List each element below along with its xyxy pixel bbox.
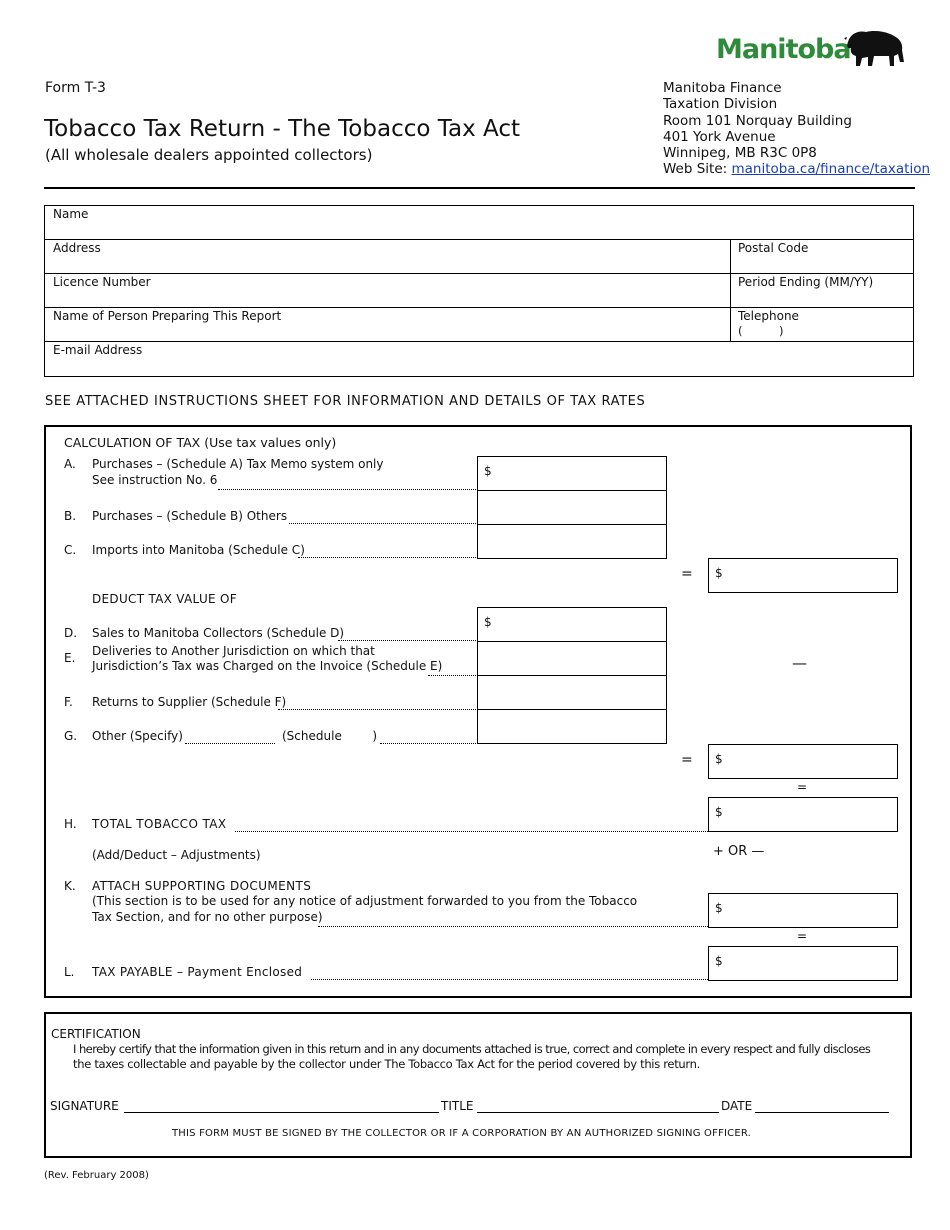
signature-label: SIGNATURE	[50, 1099, 119, 1113]
equals-sign: =	[797, 780, 808, 794]
name-field[interactable]	[45, 206, 913, 239]
line-l-text: TAX PAYABLE – Payment Enclosed	[92, 965, 303, 979]
dollar-sign: $	[715, 954, 723, 968]
line-f-input[interactable]	[477, 675, 667, 710]
form-number: Form T-3	[45, 80, 106, 96]
telephone-field[interactable]	[731, 308, 913, 341]
certification-heading: CERTIFICATION	[51, 1027, 141, 1041]
website-row	[663, 161, 930, 177]
certification-statement: the taxes collectable and payable by the collector under The Tobacco Tax Act for the period covered by this return.	[73, 1057, 700, 1071]
line-g-text: Other (Specify)	[92, 729, 183, 743]
leader-dots	[338, 640, 476, 641]
manitoba-logo	[716, 28, 911, 72]
line-b-text: Purchases – (Schedule B) Others	[92, 509, 288, 523]
line-k-text: ATTACH SUPPORTING DOCUMENTS	[92, 879, 312, 893]
date-line[interactable]	[755, 1112, 889, 1113]
equals-sign: =	[681, 752, 693, 768]
plus-or-minus: + OR —	[713, 844, 765, 859]
address-label: Address	[53, 241, 101, 255]
period-ending-field[interactable]	[731, 274, 913, 307]
address-line: Taxation Division	[663, 96, 778, 113]
equals-sign: =	[681, 566, 693, 582]
signature-line[interactable]	[124, 1112, 439, 1113]
line-a-subtext: See instruction No. 6	[92, 473, 218, 487]
line-g-schedule: (Schedule )	[282, 729, 378, 743]
line-f-letter: F.	[64, 695, 73, 709]
licence-number-field[interactable]	[45, 274, 730, 307]
line-l-letter: L.	[64, 965, 75, 979]
leader-dots	[428, 675, 476, 676]
logo-text: Manitoba	[716, 34, 851, 65]
dollar-sign: $	[715, 566, 723, 580]
line-e-letter: E.	[64, 651, 76, 665]
address-field[interactable]	[45, 240, 730, 273]
line-d-text: Sales to Manitoba Collectors (Schedule D)	[92, 626, 345, 640]
email-field[interactable]	[45, 342, 913, 376]
preparer-name-field[interactable]	[45, 308, 730, 341]
address-line: Room 101 Norquay Building	[663, 112, 852, 129]
date-label: DATE	[721, 1099, 753, 1113]
line-e-input[interactable]	[477, 641, 667, 676]
title-label: TITLE	[441, 1099, 474, 1113]
line-f-text: Returns to Supplier (Schedule F)	[92, 695, 287, 709]
address-line: 401 York Avenue	[663, 128, 776, 145]
deduct-heading: DEDUCT TAX VALUE OF	[92, 592, 237, 606]
leader-dots	[235, 831, 708, 832]
tax-payable-input[interactable]	[708, 946, 898, 981]
website-label: Web Site:	[663, 161, 728, 178]
dollar-sign: $	[715, 901, 723, 915]
total-tobacco-tax-input[interactable]	[708, 797, 898, 832]
bison-icon	[844, 28, 906, 70]
licence-number-label: Licence Number	[53, 275, 151, 289]
subtotal-purchases-input[interactable]	[708, 558, 898, 593]
line-e-subtext: Jurisdiction’s Tax was Charged on the Invoice (Schedule E)	[92, 659, 443, 673]
collector-info-box	[44, 205, 914, 377]
leader-dots	[311, 979, 708, 980]
line-c-letter: C.	[64, 543, 77, 557]
office-address	[663, 80, 930, 178]
form-title: Tobacco Tax Return - The Tobacco Tax Act	[44, 116, 521, 142]
line-k-letter: K.	[64, 879, 76, 893]
minus-sign: —	[792, 654, 807, 672]
name-label: Name	[53, 207, 89, 221]
line-a-text: Purchases – (Schedule A) Tax Memo system only	[92, 457, 384, 471]
adjustments-input[interactable]	[708, 893, 898, 928]
website-link[interactable]: manitoba.ca/finance/taxation	[731, 161, 931, 178]
line-h-text: TOTAL TOBACCO TAX	[92, 817, 227, 831]
instructions-note: SEE ATTACHED INSTRUCTIONS SHEET FOR INFORMATION AND DETAILS OF TAX RATES	[45, 394, 646, 409]
signing-requirement-note: THIS FORM MUST BE SIGNED BY THE COLLECTOR OR IF A CORPORATION BY AN AUTHORIZED SIGNING OFFICER.	[172, 1128, 752, 1139]
line-h-letter: H.	[64, 817, 77, 831]
line-k-subtext: (This section is to be used for any notice of adjustment forwarded to you from the Tobacco	[92, 894, 638, 908]
header-divider	[44, 187, 915, 189]
other-specify-line[interactable]	[185, 743, 275, 744]
address-line: Winnipeg, MB R3C 0P8	[663, 145, 817, 162]
line-g-input[interactable]	[477, 709, 667, 744]
dollar-sign: $	[484, 464, 492, 478]
leader-dots	[318, 926, 708, 927]
line-c-input[interactable]	[477, 524, 667, 559]
email-label: E-mail Address	[53, 343, 143, 357]
leader-dots	[218, 489, 476, 490]
dollar-sign: $	[715, 805, 723, 819]
line-k-subtext: Tax Section, and for no other purpose)	[92, 910, 323, 924]
line-a-letter: A.	[64, 457, 76, 471]
line-g-letter: G.	[64, 729, 78, 743]
revision-date: (Rev. February 2008)	[44, 1170, 149, 1181]
line-c-text: Imports into Manitoba (Schedule C)	[92, 543, 305, 557]
schedule-number-line[interactable]	[380, 743, 476, 744]
period-ending-label: Period Ending (MM/YY)	[738, 275, 874, 289]
preparer-name-label: Name of Person Preparing This Report	[53, 309, 282, 323]
leader-dots	[278, 709, 476, 710]
certification-statement: I hereby certify that the information given in this return and in any documents attached is true, correct and complete in every respect and fully discloses	[73, 1042, 871, 1056]
dollar-sign: $	[715, 752, 723, 766]
line-d-input[interactable]	[477, 607, 667, 642]
calc-heading: CALCULATION OF TAX (Use tax values only)	[64, 435, 337, 450]
form-subtitle: (All wholesale dealers appointed collectors)	[45, 146, 373, 164]
line-a-input[interactable]	[477, 456, 667, 491]
telephone-label: Telephone	[738, 309, 799, 323]
telephone-area-code: ( )	[738, 324, 784, 338]
adjustments-text: (Add/Deduct – Adjustments)	[92, 848, 261, 862]
line-b-letter: B.	[64, 509, 77, 523]
equals-sign: =	[797, 929, 808, 943]
line-d-letter: D.	[64, 626, 78, 640]
subtotal-deductions-input[interactable]	[708, 744, 898, 779]
address-line: Manitoba Finance	[663, 80, 782, 96]
title-line[interactable]	[477, 1112, 719, 1113]
leader-dots	[298, 557, 476, 558]
postal-code-label: Postal Code	[738, 241, 809, 255]
leader-dots	[289, 523, 476, 524]
line-e-text: Deliveries to Another Jurisdiction on which that	[92, 644, 375, 658]
postal-code-field[interactable]	[731, 240, 913, 273]
dollar-sign: $	[484, 615, 492, 629]
line-b-input[interactable]	[477, 490, 667, 525]
